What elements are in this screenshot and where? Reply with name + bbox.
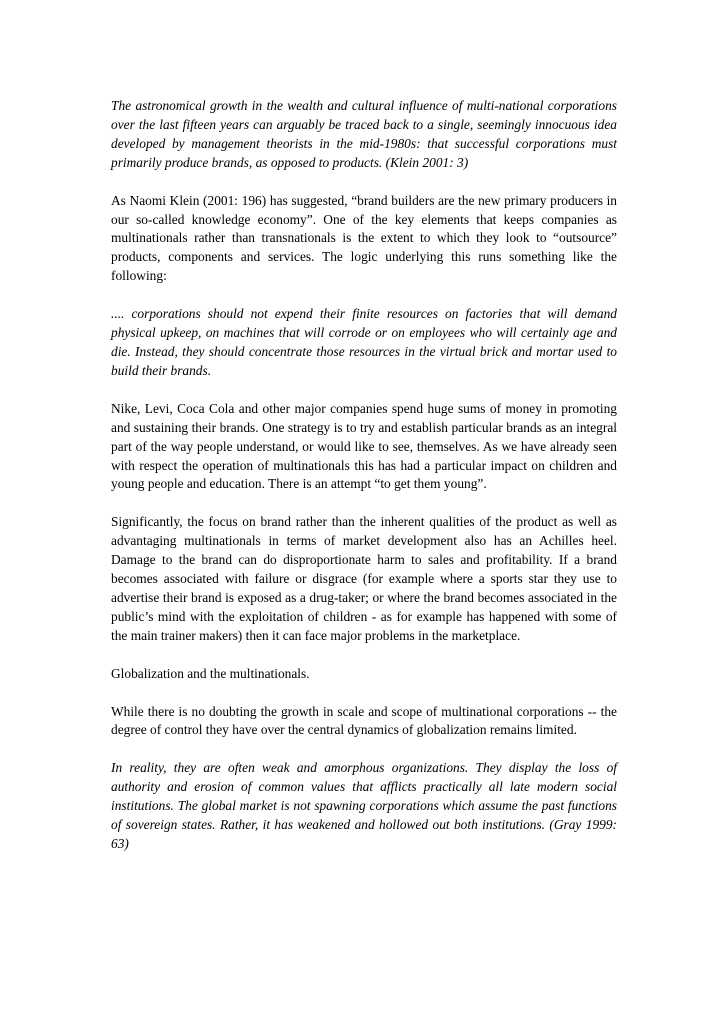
block-quote-corporations: .... corporations should not expend their finite resources on factories that will demand physical upkeep, on machines that will corrode or on employees who will certainly age and die. Instead, they should concentrate those resources in the virtual brick and mortar used to build their brands.: [111, 306, 617, 378]
document-page: [111, 97, 617, 854]
block-quote-klein: The astronomical growth in the wealth and cultural influence of multi-national corporations over the last fifteen years can arguably be traced back to a single, seemingly innocuous idea developed by management theorists in the mid-1980s: that successful corporations must primarily produce brands, as opposed to products. (Klein 2001: 3): [111, 98, 617, 170]
paragraph-growth: While there is no doubting the growth in scale and scope of multinational corporations -- the degree of control they have over the central dynamics of globalization remains limited.: [111, 703, 617, 738]
paragraph-achilles-heel: Significantly, the focus on brand rather than the inherent qualities of the product as well as advantaging multinationals in terms of market development also has an Achilles heel. Damage to the brand can do disproportionate harm to sales and profitability. If a brand becomes associated with failure or disgrace (for example where a sports star they use to advertise their brand is exposed as a drug-taker; or where the brand becomes associated in the public’s mind with the exploitation of children - as for example has happened with some of the main trainer makers) then it can face major problems in the marketplace.: [111, 514, 617, 643]
paragraph-nike: Nike, Levi, Coca Cola and other major companies spend huge sums of money in promoting and sustaining their brands. One strategy is to try and establish particular brands as an integral part of the way people understand, or would like to see, themselves. As we have already seen with respect the operation of multinationals this has had a particular impact on children and young people and education. There is an attempt “to get them young”.: [111, 400, 617, 492]
paragraph-brand-builders: As Naomi Klein (2001: 196) has suggested, “brand builders are the new primary producers in our so-called knowledge economy”. One of the key elements that keeps companies as multinationals rather than transnationals is the extent to which they look to “outsource” products, components and services. The logic underlying this runs something like the following:: [111, 192, 617, 284]
section-heading-globalization: Globalization and the multinationals.: [111, 665, 310, 681]
block-quote-gray: In reality, they are often weak and amorphous organizations. They display the loss of authority and erosion of common values that afflicts practically all late modern social institutions. The global market is not spawning corporations which assume the past functions of sovereign states. Rather, it has weakened and hollowed out both institutions. (Gray 1999: 63): [111, 760, 617, 851]
